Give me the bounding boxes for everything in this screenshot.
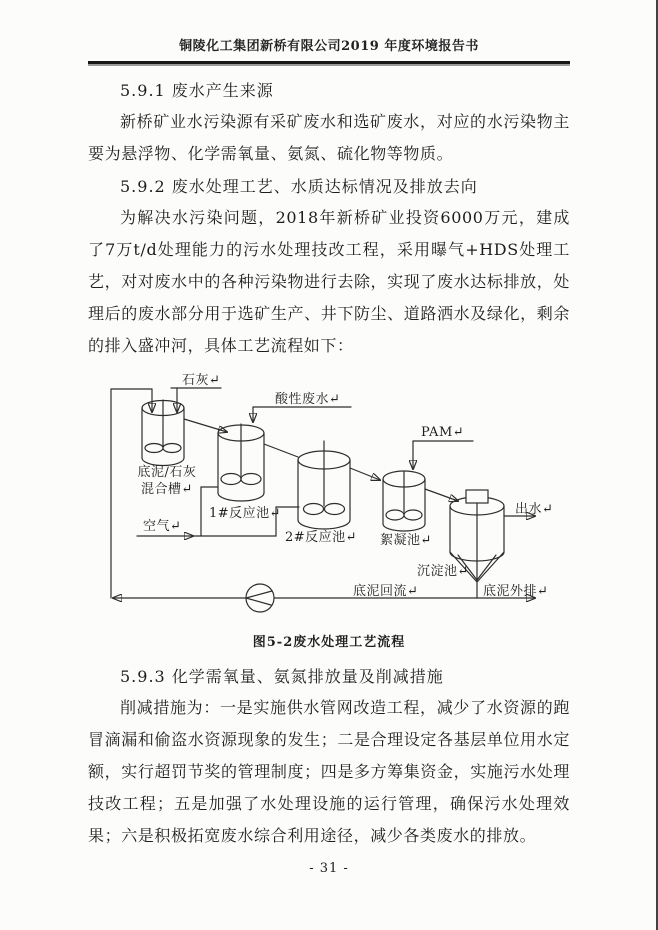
impeller: [221, 474, 241, 485]
air-label: 空气↵: [143, 519, 182, 534]
flow-line-to-reactor2: [264, 444, 298, 457]
impeller: [163, 444, 181, 453]
section-body-5-9-2: 为解决水污染问题，2018年新桥矿业投资6000万元，建成了7万t/d处理能力的污水处理技改工程，采用曝气+HDS处理工艺，对对废水中的各种污染物进行去除，实现了废水达标排放，处理后的废水部分用于选矿生产、井下防尘、道路洒水及绿化，剩余的排入盛冲河，具体工艺流程如下：: [88, 208, 570, 355]
reactor2-label: 2#反应池↵: [284, 530, 358, 545]
pam-feed: [413, 425, 473, 469]
reactor1-tank: [209, 424, 281, 521]
page-header-title: 铜陵化工集团新桥有限公司2019 年度环境报告书: [179, 39, 479, 54]
outflow-line: [504, 501, 553, 517]
flow-arrow-to-sedimentation: [425, 489, 458, 501]
pam-label: PAM↵: [421, 425, 465, 440]
section-body-5-9-1: 新桥矿业水污染源有采矿废水和选矿废水，对应的水污染物主要为悬浮物、化学需氧量、氨氮、硫化物等物质。: [88, 112, 570, 163]
section-body-5-9-3: 削减措施为：一是实施供水管网改造工程，减少了水资源的跑冒滴漏和偷盗水资源现象的发生；二是合理设定各基层单位用水定额，实行超罚节奖的管理制度；四是多方筹集资金，实施污水处理技改工程；五是加强了水处理设施的运行管理，确保污水处理效果；六是积极拓宽废水综合利用途径，减少各类废水的排放。: [88, 698, 570, 845]
page-number: - 31 -: [309, 861, 349, 876]
reactor1-label: 1#反应池↵: [208, 506, 282, 521]
impeller: [404, 510, 422, 520]
impeller: [145, 444, 163, 453]
header-rule: [88, 61, 570, 64]
impeller: [304, 504, 324, 515]
mixing-tank: [138, 400, 197, 497]
mixing-tank-label-2: 混合槽↵: [141, 482, 193, 497]
flocculation-tank: [380, 471, 432, 548]
figure-caption: 图5-2废水处理工艺流程: [252, 635, 406, 650]
acid-wastewater-feed: [253, 391, 351, 422]
lime-label: 石灰↵: [182, 373, 221, 388]
process-flow-diagram: [83, 362, 570, 627]
outflow-label: 出水↵: [515, 502, 554, 517]
acid-wastewater-label: 酸性废水↵: [275, 392, 341, 407]
sludge-return-label: 底泥回流↵: [353, 584, 419, 599]
impeller: [241, 474, 261, 485]
flow-arrow-to-reactor1: [184, 419, 227, 432]
sludge-bottom-line: [113, 583, 548, 599]
sedimentation-label: 沉淀池↵: [417, 564, 469, 579]
impeller: [386, 510, 404, 520]
section-heading-5-9-2: 5.9.2 废水处理工艺、水质达标情况及排放去向: [120, 177, 478, 196]
mixing-tank-label-1: 底泥/石灰: [137, 465, 197, 480]
flocculation-label: 絮凝池↵: [380, 533, 432, 548]
impeller: [325, 504, 345, 515]
section-heading-5-9-3: 5.9.3 化学需氧量、氨氮排放量及削减措施: [120, 667, 444, 686]
section-heading-5-9-1: 5.9.1 废水产生来源: [120, 81, 274, 100]
lime-feed: [171, 373, 221, 412]
pump-icon: [246, 584, 274, 612]
flow-arrow-to-flocculation: [350, 468, 380, 480]
sludge-discharge-label: 底泥外排↵: [483, 584, 549, 599]
feed-box: [466, 490, 488, 503]
